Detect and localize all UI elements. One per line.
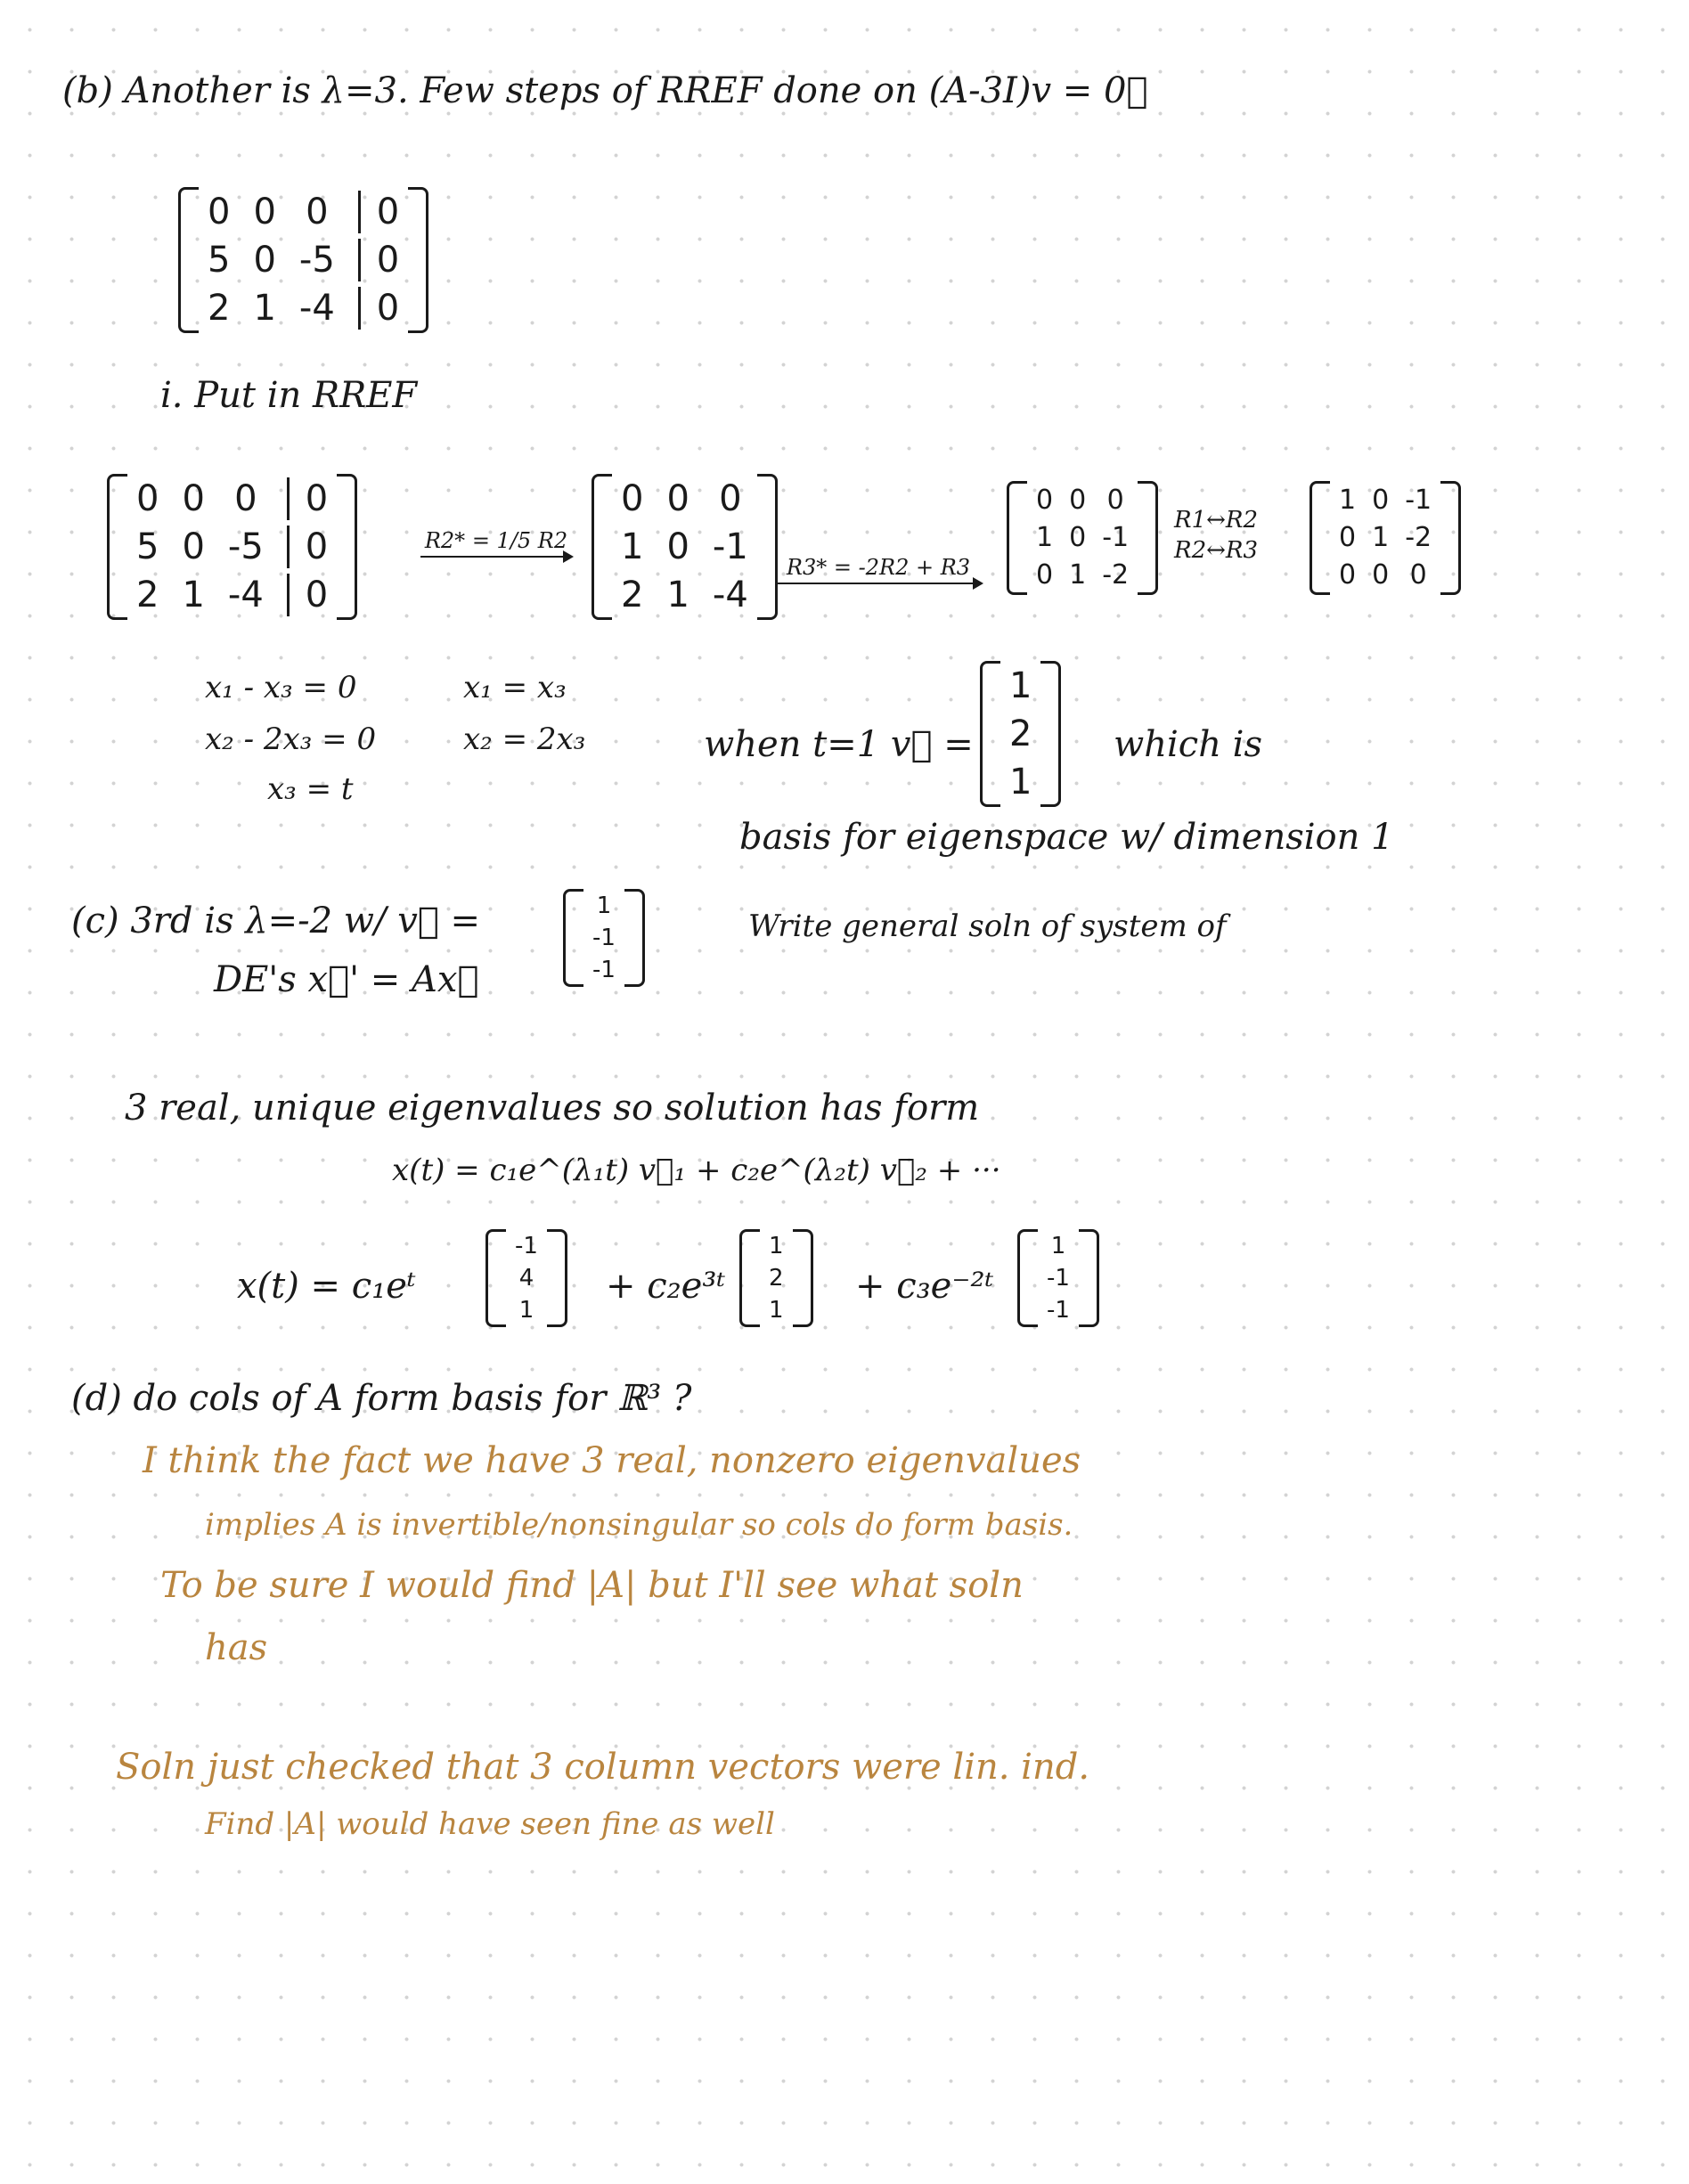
matrix-cell: 0 bbox=[253, 192, 276, 232]
eigenvector-lambda-neg2 bbox=[563, 889, 645, 987]
matrix-cell: 0 bbox=[234, 478, 257, 519]
matrix-cell: 0 bbox=[1409, 559, 1427, 591]
arrow-right-icon bbox=[775, 583, 982, 584]
matrix-cell: 0 bbox=[182, 526, 205, 567]
matrix-cell: 1 bbox=[1339, 485, 1357, 516]
matrix-cell: 1 bbox=[769, 1233, 784, 1259]
matrix-cell: -1 bbox=[592, 925, 616, 951]
matrix-cell: 0 bbox=[358, 239, 399, 281]
matrix-cell: 5 bbox=[136, 526, 159, 567]
matrix-cell: 0 bbox=[1036, 559, 1054, 591]
matrix-cell: 1 bbox=[769, 1297, 784, 1324]
general-solution-term1: x(t) = c₁eᵗ bbox=[237, 1266, 416, 1307]
matrix-cell: 1 bbox=[1036, 522, 1054, 553]
answer-line-2: implies A is invertible/nonsingular so cols do form basis. bbox=[205, 1507, 1073, 1543]
write-general-soln-text: Write general soln of system of bbox=[748, 909, 1227, 944]
real-unique-text: 3 real, unique eigenvalues so solution has form bbox=[125, 1088, 980, 1129]
matrix-cell: 0 bbox=[287, 526, 328, 568]
matrix-cell: 1 bbox=[1009, 665, 1032, 706]
general-solution-vec1 bbox=[485, 1229, 567, 1327]
matrix-cell: 0 bbox=[208, 192, 231, 232]
row-op-3a: R1↔R2 bbox=[1174, 507, 1259, 534]
matrix-cell: 2 bbox=[1009, 713, 1032, 754]
matrix-cell: 0 bbox=[1106, 485, 1124, 516]
matrix-cell: -1 bbox=[1047, 1265, 1070, 1292]
matrix-cell: -1 bbox=[1047, 1297, 1070, 1324]
matrix-cell: 1 bbox=[1009, 762, 1032, 803]
matrix-cell: 0 bbox=[621, 478, 644, 519]
matrix-cell: -2 bbox=[1405, 522, 1432, 553]
matrix-cell: 0 bbox=[1339, 559, 1357, 591]
matrix-cell: 1 bbox=[1050, 1233, 1066, 1259]
augmented-matrix-grid bbox=[199, 187, 408, 333]
matrix-cell: 0 bbox=[306, 192, 329, 232]
matrix-cell: 0 bbox=[719, 478, 742, 519]
augmented-matrix bbox=[178, 187, 428, 333]
matrix-cell: 4 bbox=[518, 1265, 534, 1292]
matrix-cell: 2 bbox=[136, 575, 159, 615]
row-op-1-label: R2* = 1/5 R2 bbox=[424, 528, 568, 553]
matrix-cell: 0 bbox=[1372, 559, 1390, 591]
des-system-label: DE's x⃗' = Ax⃗ bbox=[214, 959, 479, 1000]
matrix-cell: 0 bbox=[136, 478, 159, 519]
rref-final-matrix bbox=[1310, 481, 1461, 595]
answer-line-3: To be sure I would find |A| but I'll see what soln bbox=[160, 1565, 1024, 1606]
matrix-cell: 1 bbox=[182, 575, 205, 615]
matrix-cell: 0 bbox=[1069, 485, 1087, 516]
general-solution-term2: + c₂e³ᵗ bbox=[606, 1266, 726, 1307]
matrix-cell: 0 bbox=[1036, 485, 1054, 516]
matrix-cell: 0 bbox=[358, 191, 399, 233]
matrix-cell: 0 bbox=[666, 478, 689, 519]
matrix-cell: -1 bbox=[712, 526, 748, 567]
put-in-rref-label: i. Put in RREF bbox=[160, 375, 418, 416]
equation-3: x₃ = t bbox=[267, 771, 354, 807]
soln-note-line-2: Find |A| would have seen fine as well bbox=[205, 1806, 775, 1842]
matrix-cell: 2 bbox=[621, 575, 644, 615]
matrix-cell: -4 bbox=[227, 575, 264, 615]
when-t-label: when t=1 v⃗ = bbox=[704, 724, 974, 765]
part-c-heading: (c) 3rd is λ=-2 w/ v⃗ = bbox=[71, 900, 481, 941]
matrix-cell: 0 bbox=[287, 477, 328, 520]
matrix-cell: 2 bbox=[769, 1265, 784, 1292]
matrix-cell: -5 bbox=[298, 240, 335, 281]
solution-1: x₁ = x₃ bbox=[463, 670, 567, 705]
solution-form: x(t) = c₁e^(λ₁t) v⃗₁ + c₂e^(λ₂t) v⃗₂ + ··· bbox=[392, 1153, 1001, 1188]
matrix-cell: 0 bbox=[253, 240, 276, 281]
matrix-cell: -4 bbox=[712, 575, 748, 615]
row-op-2-label: R3* = -2R2 + R3 bbox=[786, 555, 971, 580]
matrix-cell: 0 bbox=[1339, 522, 1357, 553]
matrix-cell: 0 bbox=[1372, 485, 1390, 516]
arrow-right-icon bbox=[420, 556, 572, 558]
soln-note-line-1: Soln just checked that 3 column vectors were lin. ind. bbox=[116, 1747, 1090, 1788]
solution-2: x₂ = 2x₃ bbox=[463, 721, 586, 757]
matrix-cell: 1 bbox=[253, 288, 276, 329]
matrix-cell: 0 bbox=[358, 287, 399, 330]
equation-1: x₁ - x₃ = 0 bbox=[205, 670, 357, 705]
equation-2: x₂ - 2x₃ = 0 bbox=[205, 721, 377, 757]
matrix-cell: 1 bbox=[1069, 559, 1087, 591]
matrix-cell: -1 bbox=[515, 1233, 538, 1259]
general-solution-term3: + c₃e⁻²ᵗ bbox=[855, 1266, 994, 1307]
matrix-cell: 5 bbox=[208, 240, 231, 281]
rref-step2-matrix bbox=[592, 474, 778, 620]
matrix-cell: 1 bbox=[621, 526, 644, 567]
matrix-cell: -1 bbox=[1102, 522, 1130, 553]
matrix-cell: 0 bbox=[287, 574, 328, 616]
matrix-cell: -1 bbox=[1405, 485, 1432, 516]
general-solution-vec3 bbox=[1017, 1229, 1099, 1327]
matrix-cell: -2 bbox=[1102, 559, 1130, 591]
answer-line-1: I think the fact we have 3 real, nonzero eigenvalues bbox=[143, 1440, 1081, 1481]
part-d-question: (d) do cols of A form basis for ℝ³ ? bbox=[71, 1378, 692, 1419]
basis-text: basis for eigenspace w/ dimension 1 bbox=[739, 817, 1394, 858]
row-op-3b: R2↔R3 bbox=[1174, 537, 1259, 564]
row-op-2 bbox=[775, 554, 982, 584]
matrix-cell: 1 bbox=[666, 575, 689, 615]
matrix-cell: 0 bbox=[666, 526, 689, 567]
row-op-1 bbox=[420, 527, 572, 558]
eigenvector-lambda3 bbox=[980, 661, 1061, 807]
which-is-label: which is bbox=[1114, 724, 1262, 765]
matrix-cell: -4 bbox=[298, 288, 335, 329]
matrix-cell: 0 bbox=[182, 478, 205, 519]
rref-step3-matrix bbox=[1007, 481, 1158, 595]
answer-line-4: has bbox=[205, 1627, 268, 1668]
matrix-cell: -1 bbox=[592, 957, 616, 983]
matrix-cell: 1 bbox=[1372, 522, 1390, 553]
matrix-cell: 1 bbox=[596, 892, 612, 919]
matrix-cell: 2 bbox=[208, 288, 231, 329]
part-b-heading: (b) Another is λ=3. Few steps of RREF done on (A-3I)v = 0⃗ bbox=[62, 70, 1148, 111]
matrix-cell: 1 bbox=[518, 1297, 534, 1324]
matrix-cell: -5 bbox=[227, 526, 264, 567]
general-solution-vec2 bbox=[739, 1229, 813, 1327]
rref-step1-matrix bbox=[107, 474, 357, 620]
matrix-cell: 0 bbox=[1069, 522, 1087, 553]
